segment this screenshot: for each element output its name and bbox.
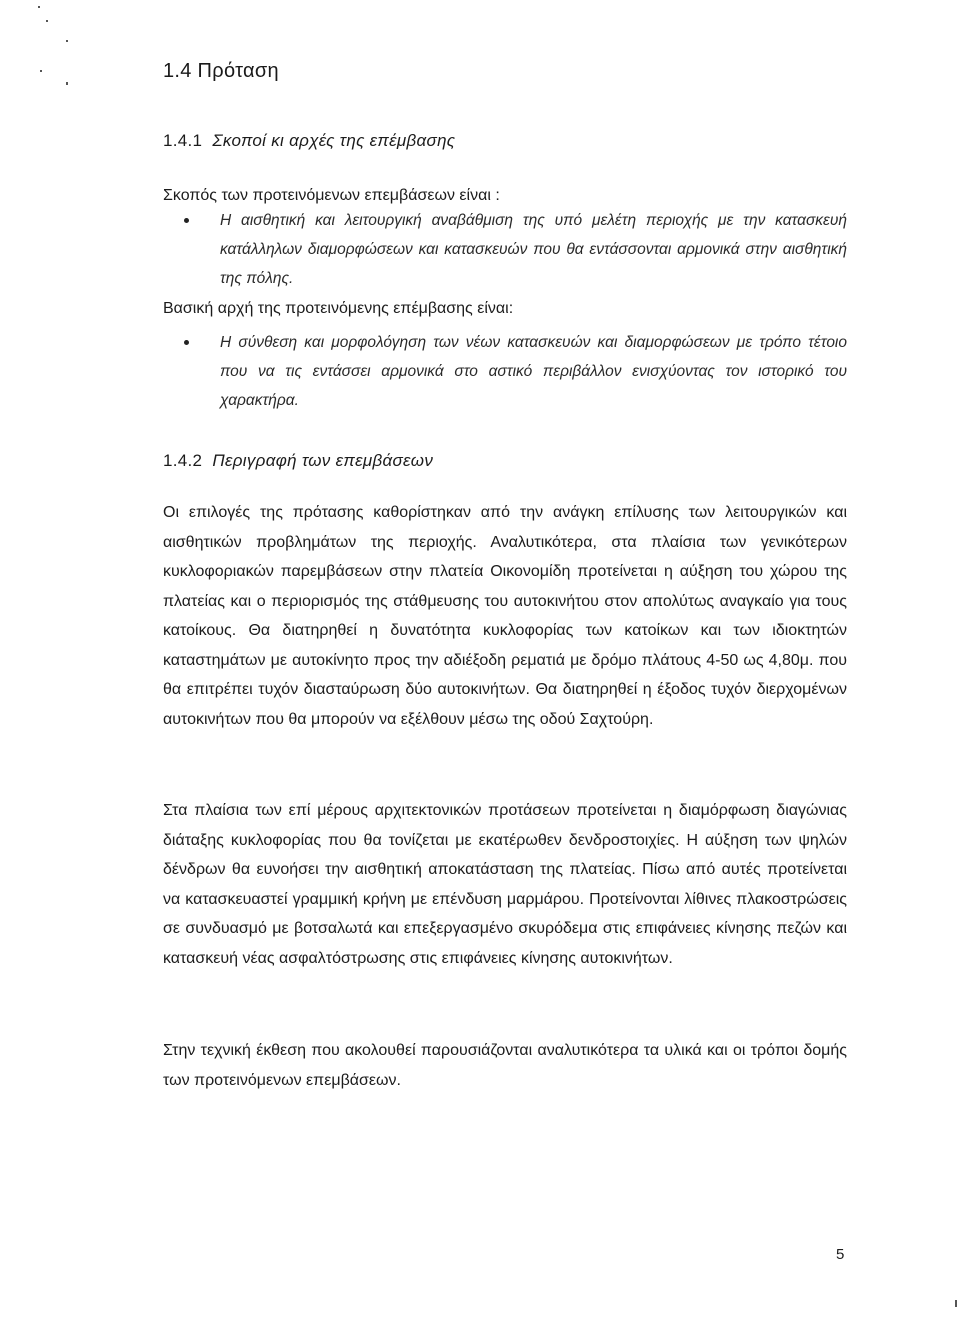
subsection-title: Περιγραφή των επεμβάσεων	[212, 451, 434, 470]
list-item	[163, 206, 847, 293]
goal-bullet-list	[163, 206, 847, 293]
scan-speck	[40, 70, 42, 72]
bullet-icon	[184, 340, 189, 345]
bullet-icon	[184, 218, 189, 223]
principle-bullet-list	[163, 328, 847, 415]
scan-speck	[38, 6, 40, 8]
body-paragraph: Στην τεχνική έκθεση που ακολουθεί παρουσιάζονται αναλυτικότερα τα υλικά και οι τρόποι δομής των προτεινόμενων επεμβάσεων.	[163, 1042, 847, 1089]
subsection-heading-description	[163, 451, 433, 471]
subsection-title: Σκοποί κι αρχές της επέμβασης	[212, 131, 456, 150]
list-item-text: Η αισθητική και λειτουργική αναβάθμιση της υπό μελέτη περιοχής με την κατασκευή κατάλληλων διαμορφώσεων και κατασκευών που θα εντάσσονται αρμονικά στην αισθητική της πόλης.	[220, 212, 847, 287]
subsection-number: 1.4.2	[163, 451, 203, 470]
scan-speck	[66, 40, 68, 42]
scan-speck	[66, 82, 68, 85]
goal-intro: Σκοπός των προτεινόμενων επεμβάσεων είναι :	[163, 187, 500, 204]
scan-speck	[46, 20, 48, 22]
scan-speck	[955, 1300, 957, 1307]
page-number: 5	[836, 1246, 845, 1263]
principle-intro: Βασική αρχή της προτεινόμενης επέμβασης είναι:	[163, 300, 514, 317]
list-item	[163, 328, 847, 415]
body-paragraph: Στα πλαίσια των επί μέρους αρχιτεκτονικών προτάσεων προτείνεται η διαμόρφωση διαγώνιας διάταξης κυκλοφορίας που θα τονίζεται με εκατέρωθεν δενδροστοιχίες. Η αύξηση των ψηλών δένδρων θα ευνοήσει την αισθητική αποκατάσταση της πλατείας. Πίσω από αυτές προτείνεται να κατασκευαστεί γραμμική κρήνη με επένδυση μαρμάρου. Προτείνονται λίθινες πλακοστρώσεις σε συνδυασμό με βοτσαλωτά και επεξεργασμένο σκυρόδεμα στις επιφάνειες κίνησης πεζών και κατασκευή νέας ασφαλτόστρωσης στις επιφάνειες κίνησης αυτοκινήτων.	[163, 802, 847, 967]
list-item-text: Η σύνθεση και μορφολόγηση των νέων κατασκευών και διαμορφώσεων με τρόπο τέτοιο που να τις εντάσσει αρμονικά στο αστικό περιβάλλον ενισχύοντας τον ιστορικό του χαρακτήρα.	[220, 334, 847, 409]
body-paragraph: Οι επιλογές της πρότασης καθορίστηκαν από την ανάγκη επίλυσης των λειτουργικών και αισθητικών προβλημάτων της περιοχής. Αναλυτικότερα, στα πλαίσια των γενικότερων κυκλοφοριακών παρεμβάσεων στην πλατεία Οικονομίδη προτείνεται η αύξηση του χώρου της πλατείας και ο περιορισμός της στάθμευσης του αυτοκινήτου στον απολύτως αναγκαίο για τους κατοίκους. Θα διατηρηθεί η δυνατότητα κυκλοφορίας των κατοίκων και των ιδιοκτητών καταστημάτων με αυτοκίνητο προς την αδιέξοδη ρεματιά με δρόμο πλάτους 4-50 ως 4,80μ. που θα επιτρέπει τυχόν διασταύρωση δύο αυτοκινήτων. Θα διατηρηθεί η έξοδος τυχόν διερχομένων αυτοκινήτων που θα μπορούν να εξέλθουν μέσω της οδού Σαχτούρη.	[163, 504, 847, 728]
subsection-heading-goals	[163, 131, 455, 151]
section-title: 1.4 Πρόταση	[163, 60, 279, 82]
subsection-number: 1.4.1	[163, 131, 203, 150]
